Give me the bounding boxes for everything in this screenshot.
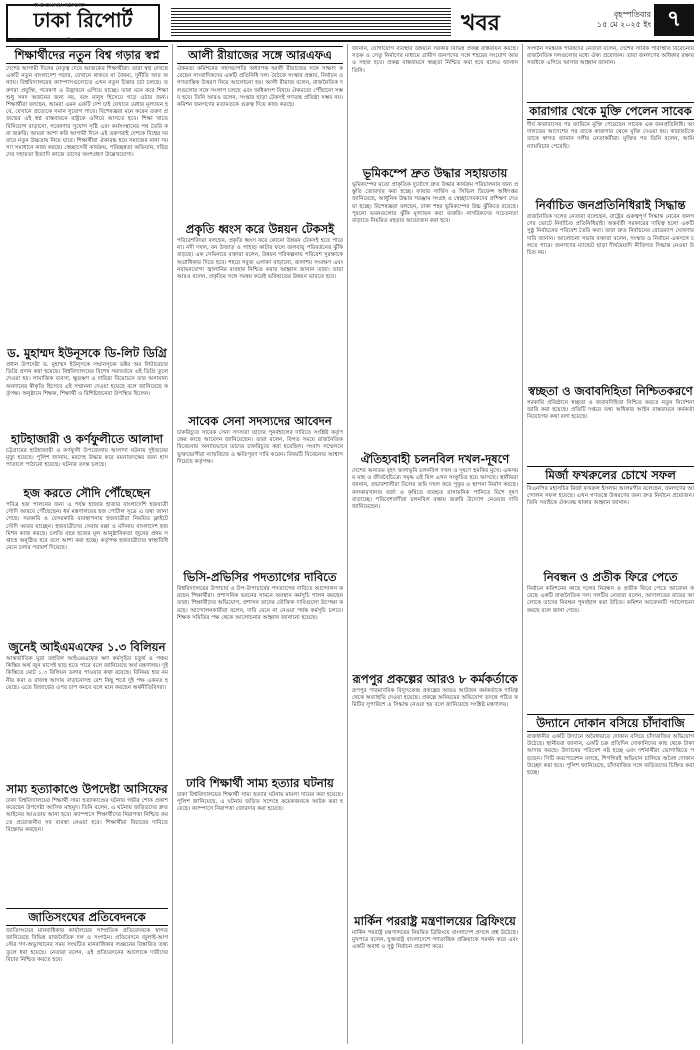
headline[interactable]: সাবেক সেনা সদস্যদের আবেদন [188,414,332,428]
headline[interactable]: জুনেই আইএমএফের ১.৩ বিলিয়ন [8,640,166,654]
article-body: দীর্ঘ কারাবাসের পর জামিনে মুক্তি পেয়েছেন সাবেক এক জনপ্রতিনিধি। আদালতের আদেশের পর তাকে কারাগার থেকে মুক্তি দেওয়া হয়। কারাফটকে তাকে স্বাগত জানান দলীয় নেতাকর্মীরা। মুক্তির পর তিনি বলেন, আমি ন্যায়বিচার পেয়েছি। [527,122,694,150]
headline[interactable]: হাটহাজারী ও কর্ণফুলীতে আলাদা [11,432,163,446]
article-body: চট্টগ্রামের হাটহাজারী ও কর্ণফুলী উপজেলায় আলাদা ঘটনায় দুইজনের মৃত্যু হয়েছে। পুলিশ জানায়, মরদেহ উদ্ধার করে ময়নাতদন্তের জন্য হাসপাতালে পাঠানো হয়েছে। ঘটনার তদন্ত চলছে। [6,448,168,469]
headline[interactable]: ড. মুহাম্মদ ইউনূসকে ডি-লিট ডিগ্রি [7,346,167,360]
article-c4[interactable] [352,672,518,908]
article-body: ঢাকা বিশ্ববিদ্যালয়ের শিক্ষার্থী সাম্য হত্যার ঘটনায় মামলা দায়ের করা হয়েছে। পুলিশ জানিয়েছে, এ ঘটনায় জড়িত সন্দেহে কয়েকজনকে আটক করা হয়েছে। ক্যাম্পাসে নিরাপত্তা জোরদার করা হয়েছে। [177,792,343,813]
column-divider [172,44,173,1044]
article-body: প্রধান উপদেষ্টা ড. মুহাম্মদ ইউনূসকে সম্মানসূচক ডক্টর অব লিটারেচার ডিগ্রি প্রদান করা হয়েছে। বিশ্ববিদ্যালয়ের বিশেষ সমাবর্তনে এই ডিগ্রি তুলে দেওয়া হয়। সামাজিক ব্যবসা, ক্ষুদ্রঋণ ও দারিদ্র্য বিমোচনে তার অসামান্য অবদানের স্বীকৃতি হিসেবে এই সম্মাননা দেওয়া হয়েছে বলে জানিয়েছে কর্তৃপক্ষ। অনুষ্ঠানে শিক্ষক, শিক্ষার্থী ও বিশিষ্টজনেরা উপস্থিত ছিলেন। [6,362,168,397]
issue-day: বৃহস্পতিবার [613,10,651,19]
article-a5[interactable] [6,640,168,778]
headline[interactable]: স্বচ্ছতা ও জবাবদিহিতা নিশ্চিতকরণে [528,384,693,398]
headline[interactable]: নির্বাচিত জনপ্রতিনিধিরাই সিদ্ধান্ত [535,198,686,212]
article-body: জানান, যোগাযোগ ব্যবস্থার উন্নয়নে সরকার বিভিন্ন প্রকল্প বাস্তবায়ন করছে। সড়ক ও সেতু নির্মাণের মাধ্যমে গ্রামীণ জনপদের সঙ্গে শহরের সংযোগ আরও সহজ হবে। প্রকল্প বাস্তবায়নে স্বচ্ছতা নিশ্চিত করা হবে বলেও জানান তিনি। [352,46,518,74]
article-c5[interactable] [352,914,518,1044]
article-d1[interactable] [527,46,694,98]
article-body: জাতিসংঘের মানবাধিকার কার্যালয়ের সাম্প্রতিক প্রতিবেদনকে স্বাগত জানিয়েছে বিভিন্ন রাজনৈতিক দল ও সংগঠন। প্রতিবেদনে জুলাই-আগস্টের গণ-অভ্যুত্থানের সময় সংঘটিত মানবাধিকার লঙ্ঘনের বিস্তারিত তথ্য তুলে ধরা হয়েছে। নেতারা বলেন, এই প্রতিবেদনের আলোকে দায়ীদের বিচার নিশ্চিত করতে হবে। [6,928,168,963]
article-body: ঢাকা বিশ্ববিদ্যালয়ের শিক্ষার্থী সাম্য হত্যাকাণ্ডের ঘটনায় গভীর শোক প্রকাশ করেছেন উপদেষ্টা আসিফ মাহমুদ। তিনি বলেন, এ ঘটনায় জড়িতদের দ্রুত আইনের আওতায় আনা হবে। ক্যাম্পাসে শিক্ষার্থীদের নিরাপত্তা নিশ্চিত করতে প্রয়োজনীয় সব ব্যবস্থা নেওয়া হবে। শিক্ষার্থীরা বিচারের দাবিতে বিক্ষোভ করছেন। [6,798,168,833]
article-body: চাকরিচ্যুত সাবেক সেনা সদস্যরা তাদের পুনর্বহালের দাবিতে সংশ্লিষ্ট কর্তৃপক্ষের কাছে আবেদন জানিয়েছেন। তারা বলেন, বিগত সময়ে রাজনৈতিক বিবেচনায় অন্যায়ভাবে তাদের চাকরিচ্যুত করা হয়েছিল। সংবাদ সম্মেলনে ভুক্তভোগীরা ন্যায়বিচার ও ক্ষতিপূরণ দাবি করেন। বিষয়টি বিবেচনার আশ্বাস দিয়েছে কর্তৃপক্ষ। [177,430,343,465]
article-a4[interactable] [6,486,168,636]
issue-date [566,10,651,30]
headline[interactable]: হজ করতে সৌদি পৌঁছেছেন [23,486,151,500]
headline[interactable]: মার্কিন পররাষ্ট্র মন্ত্রণালয়ের ব্রিফিংয়ে [354,914,516,928]
article-d4[interactable] [527,384,694,462]
article-b4[interactable] [177,570,343,770]
article-c3[interactable] [352,452,518,666]
logo-tagline-english: THE DHAKA REPORT [34,3,85,9]
article-body: পরিবেশবিদরা বলছেন, প্রকৃতি ধ্বংস করে কোনো উন্নয়ন টেকসই হতে পারে না। নদী দখল, বন উজাড় ও পাহাড় কাটার ফলে জলবায়ু পরিবর্তনের ঝুঁকি বাড়ছে। এক সেমিনারে বক্তারা বলেন, উন্নয়ন পরিকল্পনায় পরিবেশ সুরক্ষাকে অগ্রাধিকার দিতে হবে। শহরে সবুজ এলাকা বাড়ানো, জলাশয় সংরক্ষণ এবং নবায়নযোগ্য জ্বালানির ব্যবহার নিশ্চিত করার আহ্বান জানান তারা। তারা আরও বলেন, প্রকৃতির সঙ্গে সমন্বয় করেই ভবিষ্যতের উন্নয়ন ভাবতে হবে। [177,238,343,281]
article-body: বিশ্ববিদ্যালয়ের উপাচার্য ও উপ-উপাচার্যের পদত্যাগের দাবিতে আন্দোলন করছেন শিক্ষার্থীরা। প্রশাসনিক ভবনের সামনে অবস্থান কর্মসূচি পালন করছেন তারা। শিক্ষার্থীদের অভিযোগ, প্রশাসন তাদের যৌক্তিক দাবিগুলো উপেক্ষা করছে। আন্দোলনকারীরা বলেন, দাবি মেনে না নেওয়া পর্যন্ত কর্মসূচি চলবে। শিক্ষক সমিতির পক্ষ থেকে আলোচনার আহ্বান জানানো হয়েছে। [177,586,343,621]
article-a1[interactable] [6,46,168,342]
article-body: রাজধানীর একটি উদ্যানে অবৈধভাবে দোকান বসিয়ে চাঁদাবাজির অভিযোগ উঠেছে। স্থানীয়রা জানান, একটি চক্র প্রতিদিন দোকানিদের কাছ থেকে টাকা আদায় করছে। উদ্যানের পরিবেশ নষ্ট হচ্ছে এবং দর্শনার্থীরা ভোগান্তিতে পড়ছেন। সিটি করপোরেশন বলছে, শিগগিরই অভিযান চালিয়ে অবৈধ দোকান উচ্ছেদ করা হবে। পুলিশ জানিয়েছে, চাঁদাবাজির সঙ্গে জড়িতদের চিহ্নিত করা হচ্ছে। [527,734,694,777]
article-b3[interactable] [177,414,343,564]
article-body: রাজনৈতিক দলের নেতারা বলেছেন, রাষ্ট্রের গুরুত্বপূর্ণ সিদ্ধান্ত নেবেন জনগণের ভোটে নির্বাচিত প্রতিনিধিরাই। অন্তর্বর্তী সরকারের দায়িত্ব হলো একটি সুষ্ঠু নির্বাচনের পরিবেশ তৈরি করা। তারা দ্রুত নির্বাচনের রোডম্যাপ ঘোষণার দাবি জানান। আলোচনা সভায় বক্তারা বলেন, সংস্কার ও নির্বাচন একসঙ্গে চলতে পারে। জনগণের ম্যান্ডেট ছাড়া দীর্ঘমেয়াদি নীতিগত সিদ্ধান্ত নেওয়া উচিত নয়। [527,214,694,257]
article-body: রূপপুর পারমাণবিক বিদ্যুৎকেন্দ্র প্রকল্পের আরও আটজন কর্মকর্তাকে দায়িত্ব থেকে অব্যাহতি দেওয়া হয়েছে। প্রকল্পে অনিয়মের অভিযোগ তদন্তে গঠিত কমিটির সুপারিশে এ সিদ্ধান্ত নেওয়া হয় বলে জানিয়েছে সংশ্লিষ্ট মন্ত্রণালয়। [352,688,518,709]
article-body: নির্বাচন কমিশনের কাছে দলের নিবন্ধন ও প্রতীক ফিরে পেতে আবেদন করেছে একটি রাজনৈতিক দল। দলটির নেতারা বলেন, আদালতের রায়ের আলোকে তাদের নিবন্ধন পুনর্বহাল করা উচিত। কমিশন আবেদনটি পর্যালোচনা করছে বলে জানা গেছে। [527,586,694,614]
article-d7[interactable] [527,714,694,1044]
headline[interactable]: মির্জা ফখরুলের চোখে সফল [527,466,694,484]
headline[interactable]: ঢাবি শিক্ষার্থী সাম্য হত্যার ঘটনায় [186,776,334,790]
headline[interactable]: জাতিসংঘের প্রতিবেদনকে [6,908,168,926]
section-title: খবর [461,11,500,36]
masthead-hatch-decoration [171,6,451,36]
logo-text: ঢাকা রিপোর্ট [33,7,133,32]
article-d6[interactable] [527,570,694,708]
article-d3[interactable] [527,198,694,378]
headline[interactable]: শিক্ষার্থীদের নতুন বিশ্ব গড়ার স্বপ্ন [6,46,168,64]
article-body: সংগঠন সমন্বয়ক পরিষদের নেতারা বলেন, দেশের সার্বিক পরিস্থিতি বিবেচনায় রাজনৈতিক দলগুলোর মধ্যে ঐক্য প্রয়োজন। তারা জনগণের অধিকার রক্ষায় সবাইকে এগিয়ে আসার আহ্বান জানান। [527,46,694,67]
headline[interactable]: রূপপুর প্রকল্পের আরও ৮ কর্মকর্তাকে [352,672,518,686]
article-c2[interactable] [352,166,518,446]
article-body: পবিত্র হজ পালনের জন্য এ পর্যন্ত হাজার হাজার বাংলাদেশি হজযাত্রী সৌদি আরবে পৌঁছেছেন। ধর্ম মন্ত্রণালয়ের হজ পোর্টাল সূত্রে এ তথ্য জানা গেছে। সরকারি ও বেসরকারি ব্যবস্থাপনায় হজযাত্রীরা নিয়মিত ফ্লাইটে সৌদি আরব যাচ্ছেন। হজযাত্রীদের সেবায় মক্কা ও মদিনায় বাংলাদেশ হজ মিশন কাজ করছে। চলতি বছর হজের মূল আনুষ্ঠানিকতা জুনের প্রথম সপ্তাহে অনুষ্ঠিত হবে বলে আশা করা হচ্ছে। কর্তৃপক্ষ হজযাত্রীদের স্বাস্থ্যবিধি মেনে চলার পরামর্শ দিয়েছে। [6,502,168,552]
column-divider [522,44,523,1044]
headline[interactable]: সাম্য হত্যাকাণ্ডে উপদেষ্টা আসিফের [6,782,168,796]
headline[interactable]: ভিসি-প্রভিসির পদত্যাগের দাবিতে [183,570,337,584]
headline[interactable]: উদ্যানে দোকান বসিয়ে চাঁদাবাজি [527,714,694,732]
headline[interactable]: নিবন্ধন ও প্রতীক ফিরে পেতে [543,570,678,584]
column-divider [347,44,348,1044]
article-c1[interactable] [352,46,518,162]
article-d5[interactable] [527,466,694,564]
article-body: আন্তর্জাতিক মুদ্রা তহবিল আইএমএফের ঋণ কর্মসূচির চতুর্থ ও পঞ্চম কিস্তির অর্থ জুন মাসেই ছাড় হতে পারে বলে জানিয়েছে অর্থ মন্ত্রণালয়। দুই কিস্তিতে মোট ১.৩ বিলিয়ন ডলার পাওয়ার কথা রয়েছে। বিনিময় হার নমনীয় করা ও রাজস্ব আদায় বাড়ানোসহ বেশ কিছু শর্তে দুই পক্ষ একমত হয়েছে। এতে রিজার্ভের ওপর চাপ কমবে বলে মনে করছেন অর্থনীতিবিদরা। [6,656,168,691]
headline[interactable]: আলী রীয়াজের সঙ্গে আরএফএ [177,46,343,64]
headline[interactable]: ঐতিহ্যবাহী চলনবিল দখল-দূষণে [360,452,510,466]
article-body: ভূমিকম্পের মতো প্রাকৃতিক দুর্যোগে দ্রুত উদ্ধার কার্যক্রম পরিচালনার জন্য প্রস্তুতি জোরদার করা হচ্ছে। ফায়ার সার্ভিস ও সিভিল ডিফেন্স অধিদপ্তর জানিয়েছে, আধুনিক উদ্ধার সরঞ্জাম সংগ্রহ ও স্বেচ্ছাসেবকদের প্রশিক্ষণ দেওয়া হচ্ছে। বিশেষজ্ঞরা বলছেন, ঢাকা শহর ভূমিকম্পের উচ্চ ঝুঁকিতে রয়েছে। পুরনো ভবনগুলোর ঝুঁকি মূল্যায়ন করা জরুরি। নাগরিকদের সচেতনতা বাড়াতে নিয়মিত মহড়ার আয়োজন করা হবে। [352,182,518,225]
headline[interactable]: ভূমিকম্পে দ্রুত উদ্ধার সহায়তায় [362,166,508,180]
masthead [6,4,694,38]
article-a3[interactable] [6,432,168,482]
article-body: সরকারি প্রতিষ্ঠানে স্বচ্ছতা ও জবাবদিহিতা নিশ্চিত করতে নতুন নির্দেশনা জারি করা হয়েছে। প্রতিটি দপ্তরে তথ্য অধিকার আইন বাস্তবায়নে কর্মকর্তা নিয়োগের কথা বলা হয়েছে। [527,400,694,421]
masthead-rule [6,40,694,42]
article-b5[interactable] [177,776,343,1044]
article-body: বিএনপির মহাসচিব মির্জা ফখরুল ইসলাম আলমগীর বলেছেন, জনগণের আন্দোলন সফল হয়েছে। এখন গণতন্ত্রে উত্তরণের জন্য দ্রুত নির্বাচন প্রয়োজন। তিনি সবাইকে ঐক্যবদ্ধ থাকার আহ্বান জানান। [527,486,694,507]
article-a6[interactable] [6,782,168,904]
article-b1[interactable] [177,46,343,216]
article-body: দেশের অন্যতম বৃহৎ জলাভূমি চলনবিল দখল ও দূষণে হুমকির মুখে। একসময় মাছ ও জীববৈচিত্র্যে সমৃদ্ধ এই বিল এখন সংকুচিত হয়ে আসছে। স্থানীয়রা জানান, প্রভাবশালীরা বিলের জমি দখল করে পুকুর ও স্থাপনা নির্মাণ করছে। কলকারখানার বর্জ্য ও কৃষিতে ব্যবহৃত রাসায়নিক পানিতে মিশে দূষণ বাড়াচ্ছে। পরিবেশবাদীরা চলনবিল রক্ষায় জরুরি উদ্যোগ নেওয়ার দাবি জানিয়েছেন। [352,468,518,511]
headline[interactable]: প্রকৃতি ধ্বংস করে উন্নয়ন টেকসই [185,222,335,236]
article-a7[interactable] [6,908,168,1044]
issue-date-text: ১৫ মে ২০২৫ ইং [596,20,651,29]
page-number: ৭ [654,4,694,36]
headline[interactable]: কারাগার থেকে মুক্তি পেলেন সাবেক [527,102,694,120]
article-a2[interactable] [6,346,168,428]
newspaper-logo [6,4,160,40]
article-body: ঐকমত্য কমিশনের সহসভাপতি অধ্যাপক আলী রীয়াজের সঙ্গে সাক্ষাৎ করেছেন সাংবাদিকদের একটি প্রতিনিধি দল। বৈঠকে সংস্কার প্রস্তাব, নির্বাচন ও গণতান্ত্রিক উত্তরণ নিয়ে আলোচনা হয়। আলী রীয়াজ বলেন, রাজনৈতিক দলগুলোর সঙ্গে সংলাপ চলছে এবং অধিকাংশ বিষয়ে ঐকমত্যে পৌঁছানো সম্ভব হবে। তিনি আরও বলেন, সংস্কার ছাড়া টেকসই গণতন্ত্র প্রতিষ্ঠা সম্ভব নয়। কমিশন জনগণের মতামতকে গুরুত্ব দিয়ে কাজ করছে। [177,66,343,109]
article-body: দেশের আগামী দিনের নেতৃত্ব দেবে আজকের শিক্ষার্থীরা। তারা স্বপ্ন দেখছে একটি নতুন বাংলাদেশ গড়ার, যেখানে থাকবে না বৈষম্য, দুর্নীতি আর অন্যায়। বিশ্ববিদ্যালয়ের ক্যাম্পাসগুলোতে এখন নতুন চিন্তার চর্চা চলছে। তরুণরা প্রযুক্তি, গবেষণা ও উদ্ভাবনে এগিয়ে যাচ্ছে। তারা মনে করে শিক্ষা শুধু সনদ অর্জনের জন্য নয়, বরং মানুষ হিসেবে গড়ে ওঠার জন্য। শিক্ষার্থীরা বলছেন, আমরা এমন একটি দেশ চাই যেখানে মেধার মূল্যায়ন হবে, যেখানে প্রত্যেকে সমান সুযোগ পাবে। বিশেষজ্ঞরা মনে করেন তরুণ প্রজন্মের এই স্বপ্ন বাস্তবায়নে রাষ্ট্রকে এগিয়ে আসতে হবে। শিক্ষা খাতে বিনিয়োগ বাড়ানো, গবেষণার সুযোগ সৃষ্টি এবং কর্মসংস্থানের পথ তৈরি করা জরুরি। আমরা আশা করি আগামী দিনে এই তরুণরাই দেশকে বিশ্বের দরবারে নতুন উচ্চতায় নিয়ে যাবে। শিক্ষার্থীরা ঐক্যবদ্ধ হয়ে সমাজের নানা সমস্যা সমাধানে কাজ করছে। স্বেচ্ছাসেবী কার্যক্রম, পরিচ্ছন্নতা অভিযান, দরিদ্রদের সহায়তা ইত্যাদি কাজে তাদের অংশগ্রহণ উল্লেখযোগ্য। [6,66,168,159]
article-d2[interactable] [527,102,694,194]
article-b2[interactable] [177,222,343,408]
article-body: মার্কিন পররাষ্ট্র মন্ত্রণালয়ের নিয়মিত ব্রিফিংয়ে বাংলাদেশ প্রসঙ্গে প্রশ্ন উঠেছে। মুখপাত্র বলেন, যুক্তরাষ্ট্র বাংলাদেশে গণতান্ত্রিক প্রক্রিয়াকে সমর্থন করে এবং একটি অবাধ ও সুষ্ঠু নির্বাচন প্রত্যাশা করে। [352,930,518,951]
